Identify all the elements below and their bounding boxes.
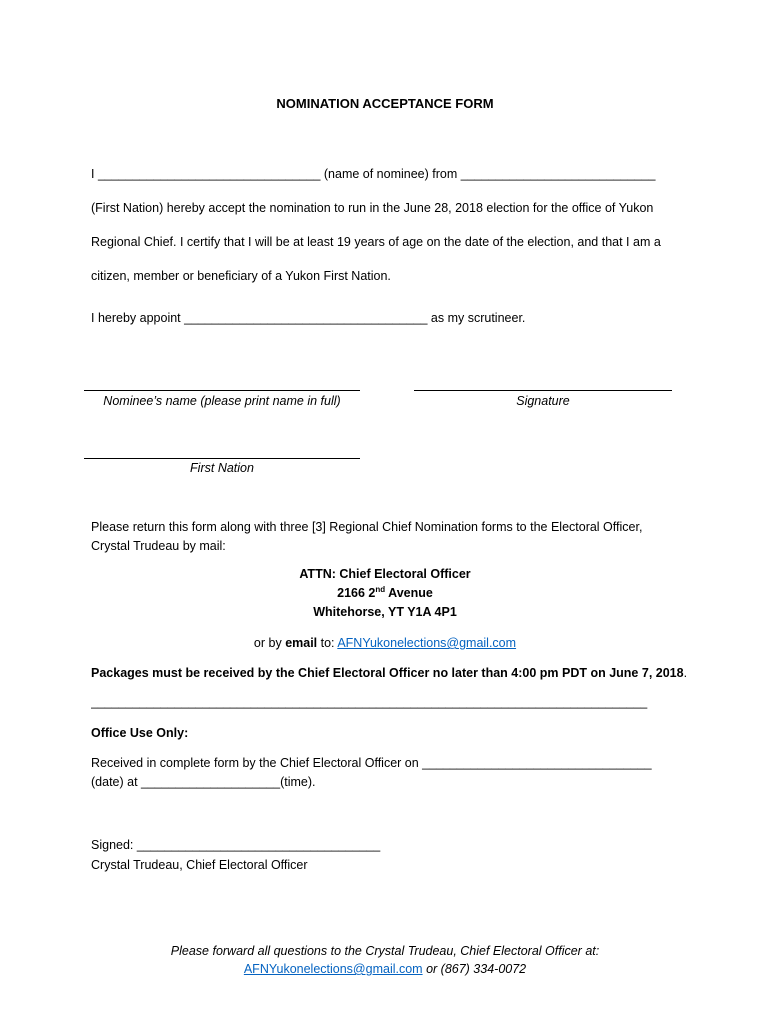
nominee-line: I ________________________________ (name of nominee) from ____________________________ — [91, 167, 656, 181]
page-title: NOMINATION ACCEPTANCE FORM — [276, 96, 494, 111]
footer-email-link[interactable]: AFNYukonelections@gmail.com — [243, 962, 423, 976]
address-ordinal: nd — [375, 584, 386, 594]
email-line — [0, 636, 770, 650]
nominee-name-rule — [84, 390, 360, 391]
address-street: Avenue — [385, 586, 433, 600]
email-prefix: or by — [253, 636, 286, 650]
deadline-text: Packages must be received by the Chief Electoral Officer no later than 4:00 pm PDT on June 7, 2018 — [91, 666, 684, 680]
officer-name: Crystal Trudeau, Chief Electoral Officer — [91, 858, 308, 872]
return-instructions-line-1: Please return this form along with three [3] Regional Chief Nomination forms to the Electoral Officer, — [91, 520, 643, 534]
acceptance-text-line-2: (First Nation) hereby accept the nomination to run in the June 28, 2018 election for the office of Yukon — [91, 201, 654, 215]
return-instructions-line-2: Crystal Trudeau by mail: — [91, 539, 226, 553]
first-nation-label: First Nation — [190, 461, 254, 475]
address-city-line: Whitehorse, YT Y1A 4P1 — [313, 605, 457, 619]
office-use-separator: ________________________________________________________________________________ — [91, 695, 648, 709]
signature-label: Signature — [516, 394, 570, 408]
office-use-heading: Office Use Only: — [91, 726, 189, 740]
return-instructions — [91, 518, 642, 556]
deadline-period: . — [683, 666, 688, 680]
address-number: 2166 2 — [337, 586, 376, 600]
footer-line-1: Please forward all questions to the Crystal Trudeau, Chief Electoral Officer at: — [170, 944, 600, 958]
footer-line-2 — [0, 962, 770, 976]
acceptance-text-line-3: Regional Chief. I certify that I will be at least 19 years of age on the date of the election, and that I am a — [91, 235, 661, 249]
first-nation-rule — [84, 458, 360, 459]
email-word: email — [285, 636, 318, 650]
attn-line: ATTN: Chief Electoral Officer — [299, 567, 471, 581]
acceptance-text-line-4: citizen, member or beneficiary of a Yukon First Nation. — [91, 269, 391, 283]
email-to: to: — [317, 636, 338, 650]
received-line-1: Received in complete form by the Chief Electoral Officer on _________________________________ — [91, 756, 652, 770]
address-street-line — [0, 586, 770, 600]
signed-line: Signed: ___________________________________ — [91, 838, 381, 852]
email-link[interactable]: AFNYukonelections@gmail.com — [337, 636, 517, 650]
received-line-2: (date) at ____________________(time). — [91, 775, 316, 789]
signature-rule — [414, 390, 672, 391]
nominee-name-label: Nominee’s name (please print name in full) — [103, 394, 341, 408]
footer-phone: or (867) 334-0072 — [422, 962, 527, 976]
scrutineer-line: I hereby appoint ___________________________________ as my scrutineer. — [91, 311, 526, 325]
deadline-line — [91, 666, 687, 680]
